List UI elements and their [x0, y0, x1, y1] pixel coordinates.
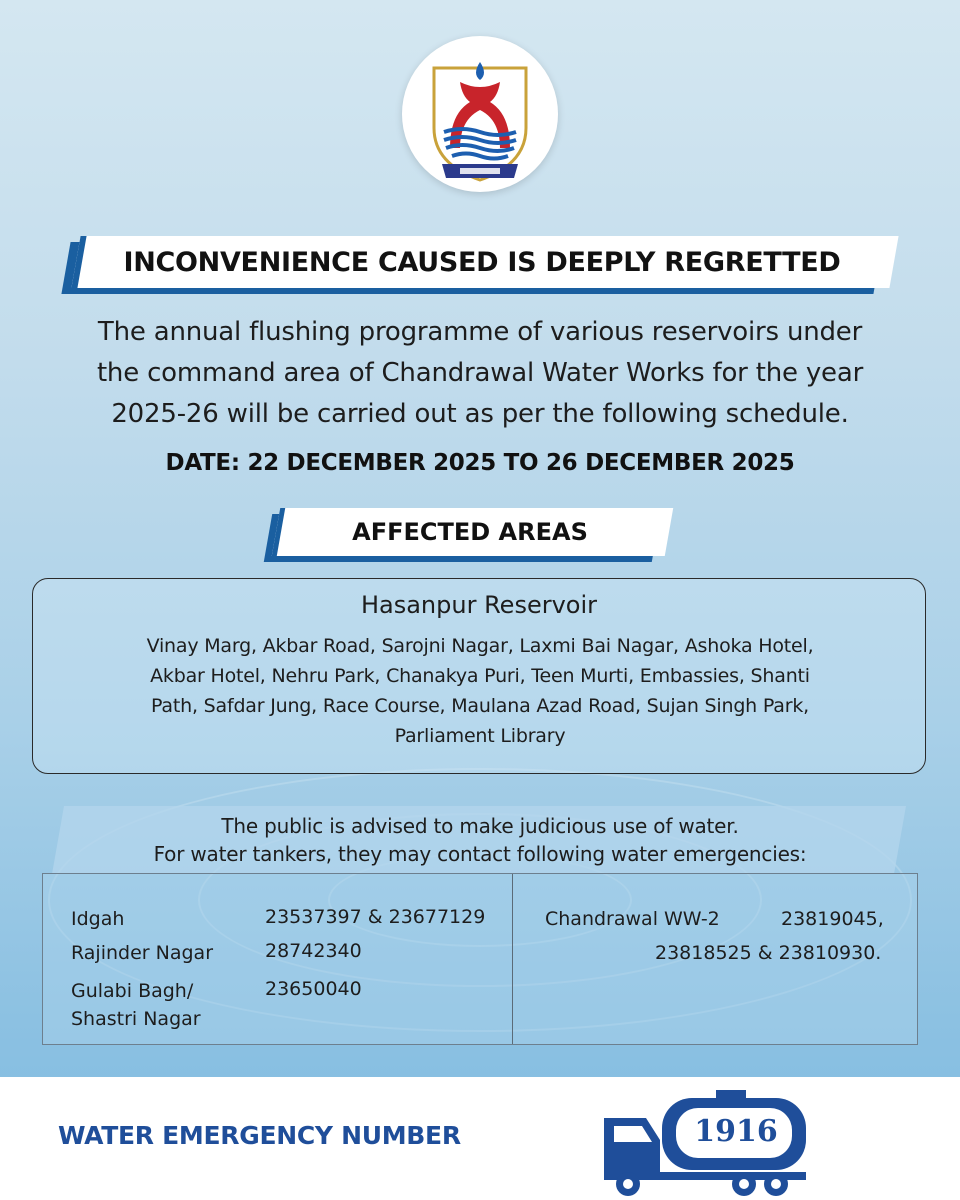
- contact-place: Shastri Nagar: [71, 1008, 201, 1030]
- affected-areas-box: [32, 578, 926, 774]
- public-advice: [40, 812, 920, 868]
- headline-text: INCONVENIENCE CAUSED IS DEEPLY REGRETTED: [123, 246, 841, 278]
- affected-areas-label: AFFECTED AREAS: [352, 518, 588, 546]
- contact-number: 23819045,: [781, 908, 884, 930]
- advice-line: For water tankers, they may contact following water emergencies:: [153, 842, 807, 866]
- contact-place: Idgah: [71, 908, 125, 930]
- footer: [0, 1077, 960, 1200]
- advice-line: The public is advised to make judicious use of water.: [221, 814, 739, 838]
- contact-place: Chandrawal WW-2: [545, 908, 720, 930]
- area-line: Parliament Library: [394, 725, 566, 747]
- contact-number: 23650040: [265, 978, 362, 1000]
- headline-banner: [66, 236, 892, 292]
- intro-line: 2025-26 will be carried out as per the following schedule.: [111, 399, 849, 429]
- contact-number: 23818525 & 23810930.: [655, 942, 882, 964]
- area-list: [53, 631, 907, 751]
- reservoir-name: Hasanpur Reservoir: [360, 591, 598, 619]
- intro-line: The annual flushing programme of various reservoirs under: [97, 317, 863, 347]
- area-line: Akbar Hotel, Nehru Park, Chanakya Puri, Teen Murti, Embassies, Shanti: [150, 665, 810, 687]
- area-line: Vinay Marg, Akbar Road, Sarojni Nagar, Laxmi Bai Nagar, Ashoka Hotel,: [146, 635, 814, 657]
- column-divider: [512, 874, 513, 1044]
- contact-place: Rajinder Nagar: [71, 942, 213, 964]
- contact-number: 23537397 & 23677129: [265, 906, 486, 928]
- affected-areas-banner: [268, 508, 668, 562]
- emergency-number: 1916: [694, 1114, 778, 1149]
- contacts-table: [42, 873, 918, 1045]
- intro-line: the command area of Chandrawal Water Works for the year: [96, 358, 864, 388]
- contact-place: Gulabi Bagh/: [71, 980, 194, 1002]
- area-line: Path, Safdar Jung, Race Course, Maulana Azad Road, Sujan Singh Park,: [151, 695, 809, 717]
- intro-paragraph: [20, 312, 940, 435]
- contact-number: 28742340: [265, 940, 362, 962]
- logo-emblem: [402, 36, 558, 192]
- emblem-icon: [402, 36, 558, 192]
- schedule-date: DATE: 22 DECEMBER 2025 TO 26 DECEMBER 2025: [165, 450, 795, 476]
- emergency-label: WATER EMERGENCY NUMBER: [58, 1121, 461, 1150]
